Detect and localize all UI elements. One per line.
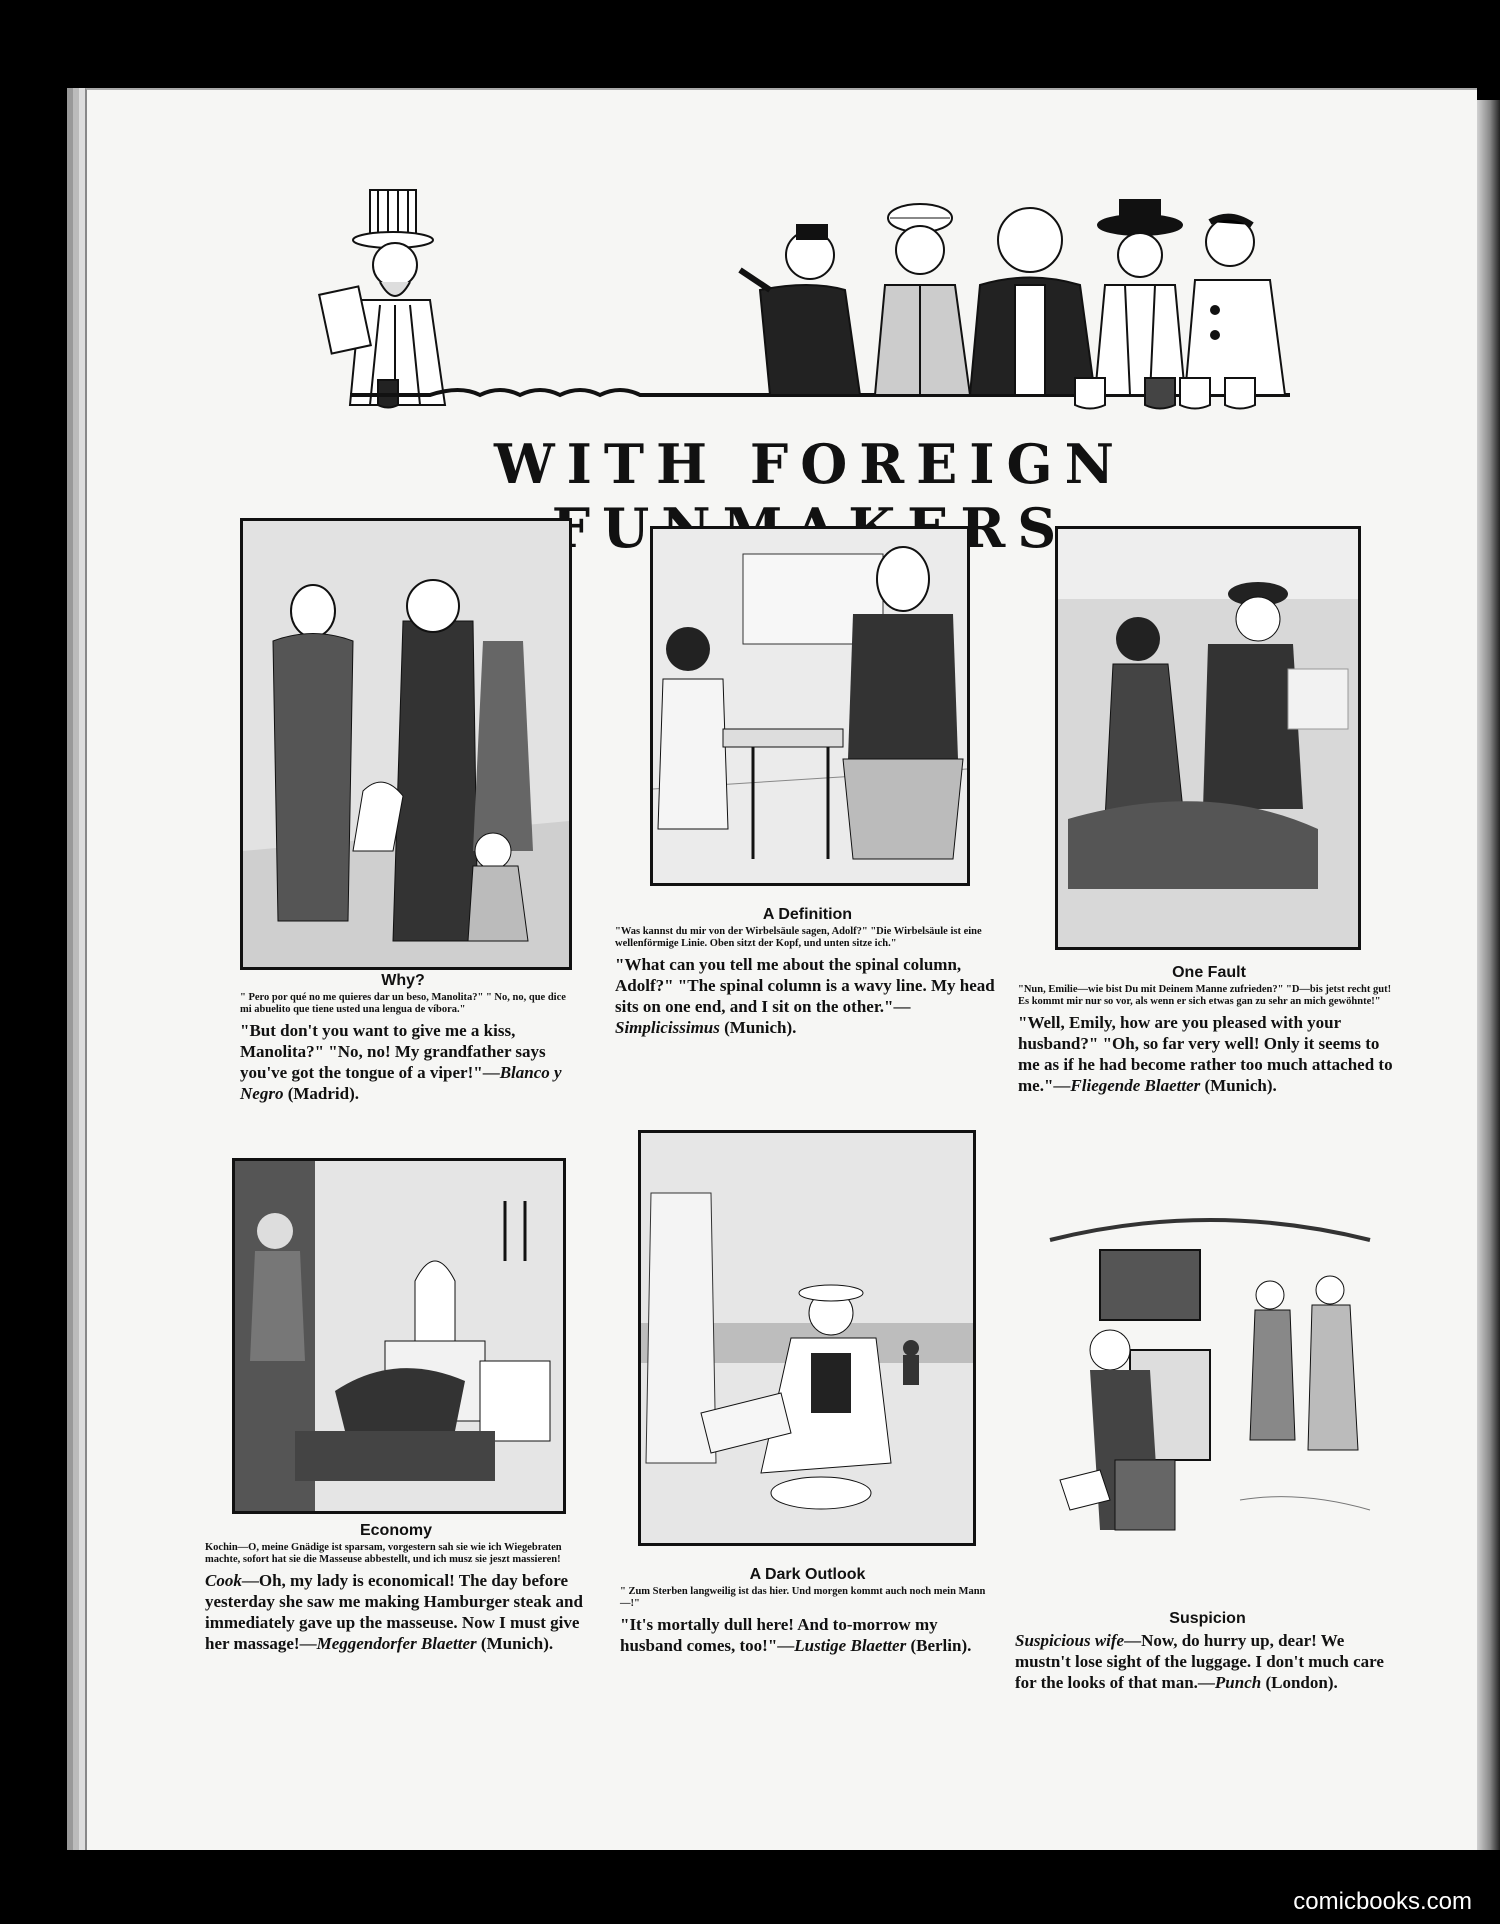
cartoon-title: Why? bbox=[381, 972, 425, 989]
caption-a-definition bbox=[615, 906, 1000, 1038]
speaker-label: Suspicious wife bbox=[1015, 1631, 1125, 1650]
binding-gutter bbox=[1475, 100, 1500, 1850]
foreign-figures bbox=[740, 200, 1285, 409]
cartoon-english-text: Suspicious wife—Now, do hurry up, dear! We mustn't lose sight of the luggage. I don't much care for the looks of that man.—Punch (London). bbox=[1015, 1631, 1384, 1692]
cartoon-original-text: " Pero por qué no me quieres dar un beso, Manolita?" " No, no, que dice mi abuelito que tiene usted una lengua de víbora." bbox=[240, 992, 566, 1015]
cartoon-english-text: "Well, Emily, how are you pleased with your husband?" "Oh, so far very well! Only it seems to me as if he had become rather too much attached to me."—Fliegende Blaetter (Munich). bbox=[1018, 1013, 1393, 1095]
cartoon-english-text: "But don't you want to give me a kiss, Manolita?" "No, no! My grandfather says you've got the tongue of a viper!"—Blanco y Negro (Madrid). bbox=[240, 1021, 562, 1103]
cartoon-panel-suspicion bbox=[1040, 1200, 1380, 1592]
cartoon-title: One Fault bbox=[1172, 964, 1246, 981]
caption-a-dark-outlook bbox=[620, 1566, 995, 1656]
cartoon-english-text: "What can you tell me about the spinal column, Adolf?" "The spinal column is a wavy line. My head sits on one end, and I sit on the other."—Simplicissimus (Munich). bbox=[615, 955, 995, 1037]
cartoon-panel-economy bbox=[232, 1158, 566, 1514]
publication-name: Punch bbox=[1214, 1673, 1262, 1692]
cartoon-title: A Definition bbox=[762, 906, 853, 923]
uncle-sam-figure bbox=[319, 190, 445, 408]
cartoon-english-text: "It's mortally dull here! And to-morrow my husband comes, too!"—Lustige Blaetter (Berlin). bbox=[620, 1615, 972, 1655]
caption-one-fault bbox=[1018, 964, 1400, 1096]
cartoon-original-text: Kochin—O, meine Gnädige ist sparsam, vorgestern sah sie wie ich Wiegebraten machte, sofort hat sie die Masseuse abbestellt, und ich musz sie jeszt massieren! bbox=[205, 1542, 562, 1565]
caption-why bbox=[240, 972, 566, 1104]
cartoon-title: A Dark Outlook bbox=[749, 1566, 866, 1583]
cartoon-original-text: " Zum Sterben langweilig ist das hier. Und morgen kommt auch noch mein Mann—!" bbox=[620, 1586, 986, 1609]
publication-name: Simplicissimus bbox=[615, 1018, 720, 1037]
publication-name: Lustige Blaetter bbox=[794, 1636, 907, 1655]
cartoon-title: Economy bbox=[359, 1522, 432, 1539]
cartoon-panel-a-definition bbox=[650, 526, 970, 886]
cartoon-english-text: Cook—Oh, my lady is economical! The day before yesterday she saw me making Hamburger steak and immediately gave up the masseuse. Now I must give her massage!—Meggendorfer Blaetter (Munich). bbox=[205, 1571, 583, 1653]
publication-name: Blanco y Negro bbox=[240, 1063, 562, 1103]
cartoon-panel-one-fault bbox=[1055, 526, 1361, 950]
publication-name: Meggendorfer Blaetter bbox=[316, 1634, 477, 1653]
speaker-label: Cook bbox=[205, 1571, 242, 1590]
cartoon-title: Suspicion bbox=[1169, 1610, 1246, 1627]
cartoon-panel-a-dark-outlook bbox=[638, 1130, 976, 1546]
cartoon-original-text: "Was kannst du mir von der Wirbelsäule sagen, Adolf?" "Die Wirbelsäule ist eine wellenförmige Linie. Oben sitzt der Kopf, und unten sitze ich." bbox=[615, 926, 982, 949]
cartoon-original-text: "Nun, Emilie—wie bist Du mit Deinem Manne zufrieden?" "D—bis jetst recht gut! Es kommt mir nur so vor, als wenn er sich etwas gan zu sehr an mich gewöhnte!" bbox=[1018, 984, 1392, 1007]
header-illustration bbox=[230, 170, 1290, 410]
site-watermark: comicbooks.com bbox=[1293, 1888, 1472, 1915]
caption-economy bbox=[205, 1522, 587, 1654]
cartoon-panel-why bbox=[240, 518, 572, 970]
caption-suspicion bbox=[1015, 1610, 1400, 1693]
publication-name: Fliegende Blaetter bbox=[1070, 1076, 1201, 1095]
masthead-title: WITH FOREIGN bbox=[493, 432, 1127, 496]
